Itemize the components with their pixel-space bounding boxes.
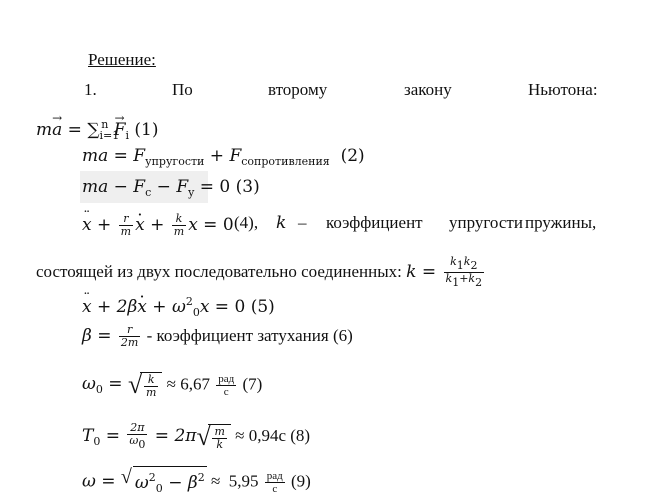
equation-7: $\omega_0$ = √ $\frac{k}{m}$ ≈ 6,67 $\frac{\text{рад}}{с}$ (7) xyxy=(82,370,263,399)
list-number: 1. xyxy=(84,80,97,99)
eq7-value: 6,67 xyxy=(180,374,210,394)
eq7-unit-den: с xyxy=(223,386,229,398)
eq4-word-uprug: упругости xyxy=(449,213,523,232)
eq2-sub-elastic: упругости xyxy=(145,155,205,168)
equation-2: ma = $F_{упругости} + F_{сопротивления}$ (2) xyxy=(82,146,365,168)
eq4-label: (4), xyxy=(234,213,259,232)
eq8-label: (8) xyxy=(290,426,311,445)
equation-1: $m\to a = \sum_{i=1}^n \to F_i$ (1) xyxy=(36,115,159,146)
eq2-label: (2) xyxy=(340,146,365,166)
eq7-unit-num: рад xyxy=(218,373,235,385)
word-vtoromu: второму xyxy=(268,80,328,99)
eq1-label: (1) xyxy=(134,120,159,140)
eq9-unit-num: рад xyxy=(266,470,283,482)
equation-3: ma − $F_c - F_y = 0$ (3) xyxy=(82,177,260,199)
word-nyutona: Ньютона: xyxy=(528,80,598,99)
eq4-word-k: k xyxy=(276,213,287,233)
equation-6: β = $\frac{r}{2m}$ - коэффициент затухания (6) xyxy=(82,323,353,349)
eq3-label: (3) xyxy=(235,177,260,197)
eq9-value: 5,95 xyxy=(228,471,259,491)
eq5-label: (5) xyxy=(250,297,275,317)
equation-8: $T_0$ = $\frac{2\pi}{\omega 0}$ = 2π √ $\frac{m}{k}$ ≈ 0,94с (8) xyxy=(82,421,311,451)
eq4-word-dash: – xyxy=(298,213,307,232)
eq8-value: 0,94с xyxy=(248,426,287,445)
eq7-label: (7) xyxy=(242,374,263,394)
eq6-text: - коэффициент затухания (6) xyxy=(146,326,353,345)
eq2-sub-resist: сопротивления xyxy=(241,155,330,168)
solution-heading: Решение: xyxy=(88,50,156,69)
equation-9: ω = √ $\omega^2_0 - \beta^2 \approx 5,95$ $\frac{\text{рад}}{с}$ (9) xyxy=(82,466,311,499)
eq9-label: (9) xyxy=(291,471,311,491)
word-zakonu: закону xyxy=(404,80,452,99)
word-po: По xyxy=(172,80,193,99)
equation-4-line: ¨ x + $\frac{r}{m}$ · x + $\frac{k}{m}$ x = 0 (4), k – коэффициент упругости пружины, xyxy=(82,213,602,238)
eq9-unit-den: с xyxy=(272,483,278,495)
equation-5: ¨ $x + 2\beta\cdot x + \omega^2_0x = 0$ (5) xyxy=(82,292,275,323)
equation-4-continuation: состоящей из двух последовательно соединенных: k = $\frac{k1k2}{k1+k2}$ xyxy=(36,255,483,289)
eq4-word-pruzh: пружины, xyxy=(525,213,597,232)
eq4-word-koef: коэффициент xyxy=(326,213,423,232)
newton-law-line xyxy=(84,80,604,100)
